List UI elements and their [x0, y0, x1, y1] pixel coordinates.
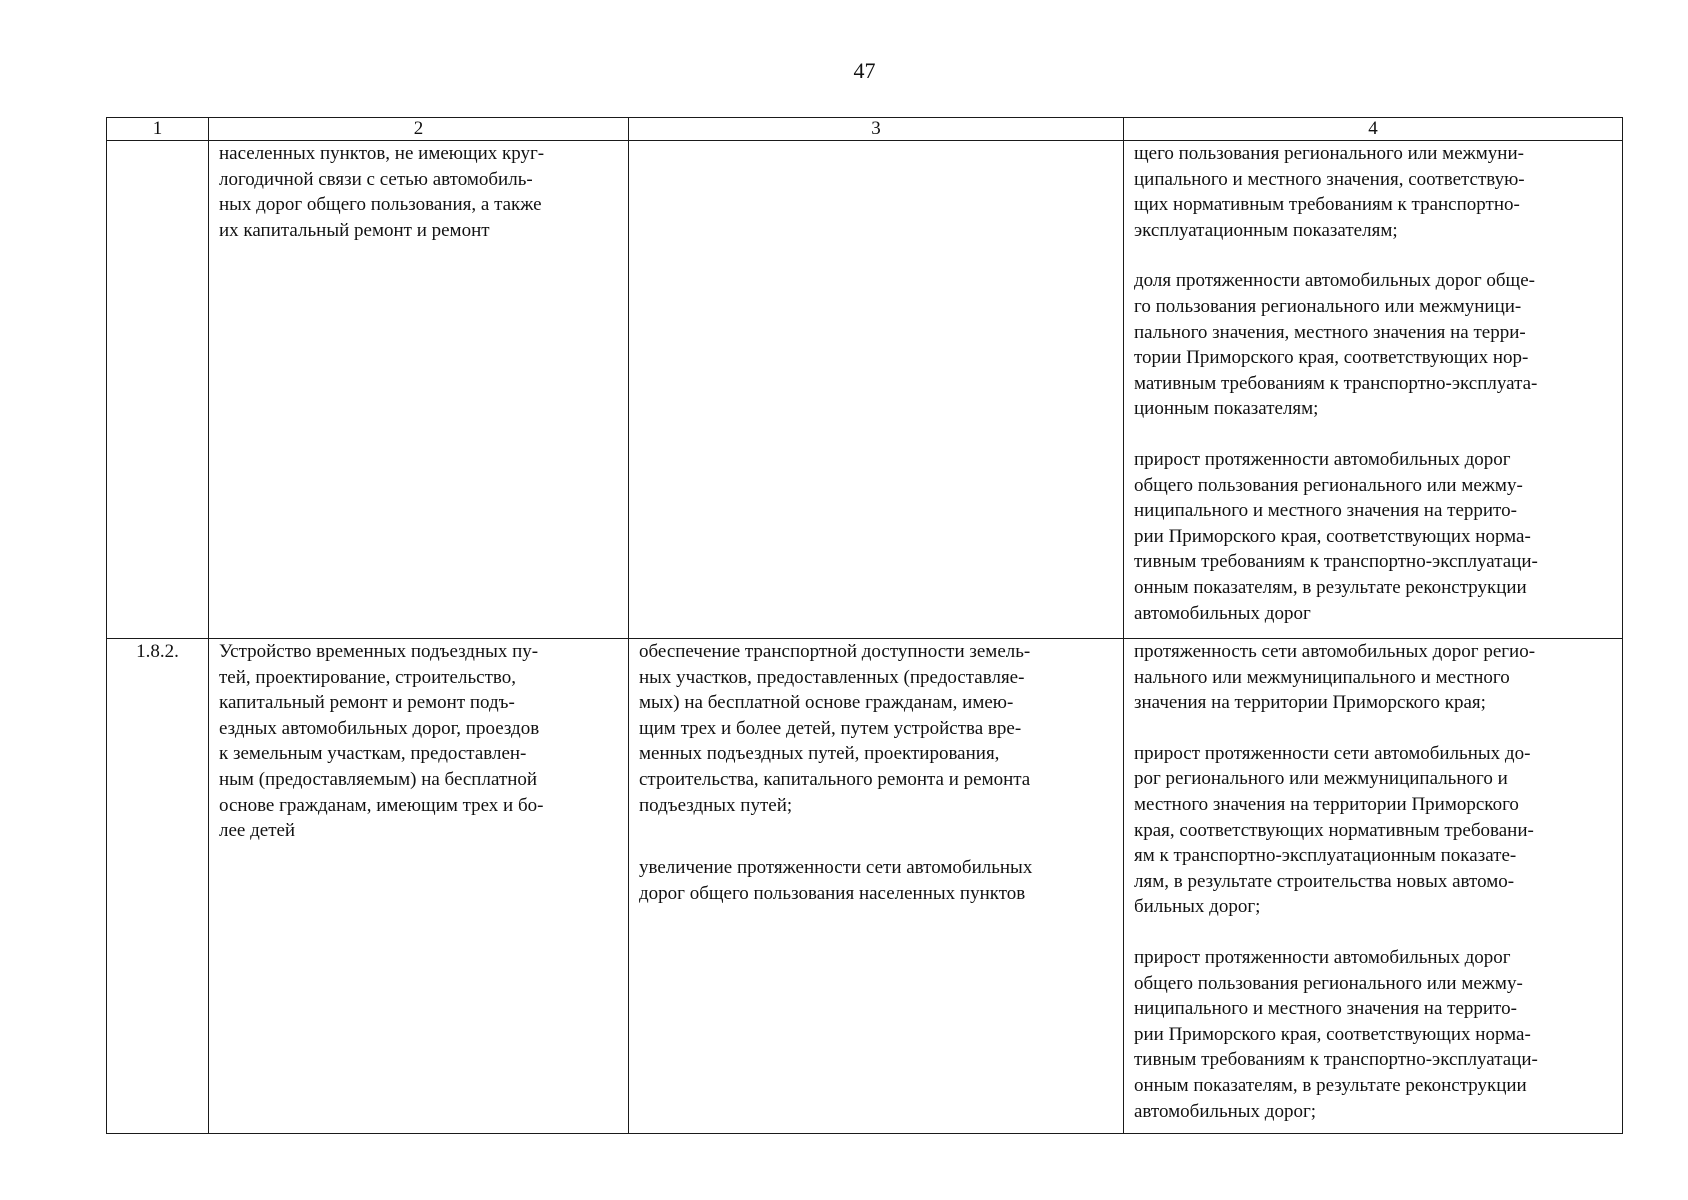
indicator-cell — [1124, 639, 1623, 1134]
goal-paragraph — [639, 855, 1113, 906]
text-line: общего пользования регионального или межму- — [1134, 972, 1523, 994]
text-line: менных подъездных путей, проектирования, — [639, 743, 1000, 765]
indicator-paragraph — [1134, 639, 1612, 716]
text-line: доля протяженности автомобильных дорог обще- — [1134, 270, 1535, 292]
text-line: основе гражданам, имеющим трех и бо- — [219, 794, 544, 816]
text-line: прирост протяженности автомобильных дорог — [1134, 946, 1511, 968]
header-cell-3: 3 — [629, 118, 1124, 141]
header-cell-4: 4 — [1124, 118, 1623, 141]
text-line: тивным требованиям к транспортно-эксплуатаци- — [1134, 1049, 1538, 1071]
text-line: увеличение протяженности сети автомобильных — [639, 857, 1033, 879]
text-line: прирост протяженности автомобильных дорог — [1134, 448, 1511, 470]
text-line: строительства, капитального ремонта и ремонта — [639, 768, 1031, 790]
text-line: лее детей — [219, 820, 296, 842]
header-cell-1: 1 — [107, 118, 209, 141]
text-line: края, соответствующих нормативным требовани- — [1134, 819, 1534, 841]
text-line: автомобильных дорог — [1134, 602, 1311, 624]
text-line: значения на территории Приморского края; — [1134, 692, 1486, 714]
indicator-paragraph — [1134, 741, 1612, 920]
text-line: ных участков, предоставленных (предоставляе- — [639, 666, 1025, 688]
text-line: онным показателям, в результате реконструкции — [1134, 576, 1527, 598]
text-line: лям, в результате строительства новых автомо- — [1134, 870, 1515, 892]
text-line: ниципального и местного значения на террито- — [1134, 998, 1517, 1020]
text-line: протяженность сети автомобильных дорог регио- — [1134, 641, 1536, 662]
text-line: обеспечение транспортной доступности земель- — [639, 641, 1031, 662]
text-line: ционным показателям; — [1134, 398, 1319, 420]
text-line: щих нормативным требованиям к транспортно- — [1134, 194, 1520, 216]
measure-cell — [209, 141, 629, 639]
text-line: логодичной связи с сетью автомобиль- — [219, 168, 533, 190]
text-line: к земельным участкам, предоставлен- — [219, 743, 527, 765]
measure-cell — [209, 639, 629, 1134]
indicator-paragraph — [1134, 141, 1612, 243]
text-line: го пользования регионального или межмуници- — [1134, 295, 1522, 317]
text-line: автомобильных дорог; — [1134, 1100, 1317, 1122]
text-line: ездных автомобильных дорог, проездов — [219, 717, 540, 739]
text-line: ных дорог общего пользования, а также — [219, 194, 542, 216]
text-line: мых) на бесплатной основе гражданам, имею- — [639, 692, 1014, 714]
text-line: Устройство временных подъездных пу- — [219, 641, 539, 662]
text-line: ниципального и местного значения на террито- — [1134, 500, 1517, 522]
text-line: населенных пунктов, не имеющих круг- — [219, 143, 545, 164]
text-line: рог регионального или межмуниципального и — [1134, 768, 1508, 790]
text-line: местного значения на территории Приморского — [1134, 793, 1519, 815]
goal-cell — [629, 141, 1124, 639]
text-line: рии Приморского края, соответствующих норма- — [1134, 1023, 1531, 1045]
text-line: рии Приморского края, соответствующих норма- — [1134, 525, 1531, 547]
text-line: эксплуатационным показателям; — [1134, 219, 1398, 241]
table-header-row — [107, 118, 1623, 141]
text-line: нального или межмуниципального и местного — [1134, 666, 1510, 688]
text-line: ципального и местного значения, соответствую- — [1134, 168, 1525, 190]
goal-paragraph — [639, 639, 1113, 818]
text-line: тории Приморского края, соответствующих нор- — [1134, 347, 1529, 369]
table-row — [107, 639, 1623, 1134]
text-line: щим трех и более детей, путем устройства вре- — [639, 717, 1022, 739]
table-row — [107, 141, 1623, 639]
data-table — [106, 117, 1623, 1134]
goal-cell — [629, 639, 1124, 1134]
text-line: общего пользования регионального или межму- — [1134, 474, 1523, 496]
text-line: их капитальный ремонт и ремонт — [219, 219, 490, 241]
text-line: подъездных путей; — [639, 794, 793, 816]
indicator-paragraph — [1134, 268, 1612, 422]
row-number-cell: 1.8.2. — [107, 639, 209, 1134]
text-line: бильных дорог; — [1134, 896, 1261, 918]
text-line: тивным требованиям к транспортно-эксплуатаци- — [1134, 551, 1538, 573]
text-line: ным (предоставляемым) на бесплатной — [219, 768, 538, 790]
text-line: онным показателям, в результате реконструкции — [1134, 1074, 1527, 1096]
indicator-paragraph — [1134, 447, 1612, 626]
indicator-cell — [1124, 141, 1623, 639]
indicator-paragraph — [1134, 945, 1612, 1124]
text-line: капитальный ремонт и ремонт подъ- — [219, 692, 515, 714]
text-line: пального значения, местного значения на терри- — [1134, 321, 1526, 343]
header-cell-2: 2 — [209, 118, 629, 141]
text-line: мативным требованиям к транспортно-эксплуата- — [1134, 372, 1538, 394]
text-line: щего пользования регионального или межмуни- — [1134, 143, 1524, 164]
page-number: 47 — [853, 58, 876, 83]
row-number-cell — [107, 141, 209, 639]
text-line: тей, проектирование, строительство, — [219, 666, 516, 688]
text-line: прирост протяженности сети автомобильных до- — [1134, 742, 1531, 764]
text-line: дорог общего пользования населенных пунктов — [639, 882, 1026, 904]
text-line: ям к транспортно-эксплуатационным показате- — [1134, 845, 1517, 867]
